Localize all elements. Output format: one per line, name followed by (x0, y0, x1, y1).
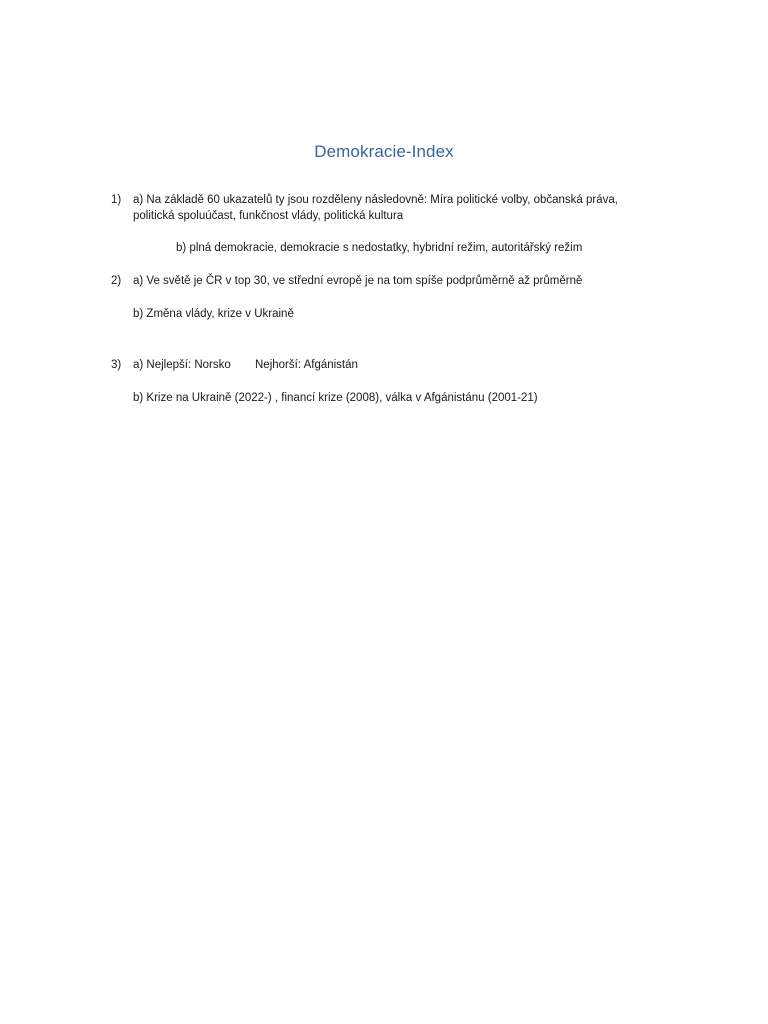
section-1-a-line2: politická spoluúčast, funkčnost vlády, politická kultura (133, 210, 404, 222)
section-1-number: 1) (111, 194, 122, 206)
section-1-a-line1: a) Na základě 60 ukazatelů ty jsou rozděleny následovně: Míra politické volby, občanská práva, (133, 194, 618, 206)
section-3-a-worst: Nejhorší: Afgánistán (255, 359, 358, 371)
section-1-b: b) plná demokracie, demokracie s nedostatky, hybridní režim, autoritářský režim (176, 242, 583, 254)
section-3-number: 3) (111, 359, 122, 371)
section-3-a-best: a) Nejlepší: Norsko (133, 359, 231, 371)
section-2-number: 2) (111, 275, 122, 287)
section-2-a: a) Ve světě je ČR v top 30, ve střední evropě je na tom spíše podprůměrně až průměrně (133, 275, 583, 287)
section-3-b: b) Krize na Ukraině (2022-) , financí krize (2008), válka v Afgánistánu (2001-21) (133, 392, 538, 404)
document-title: Demokracie-Index (314, 142, 454, 161)
section-2-b: b) Změna vlády, krize v Ukraině (133, 308, 294, 320)
